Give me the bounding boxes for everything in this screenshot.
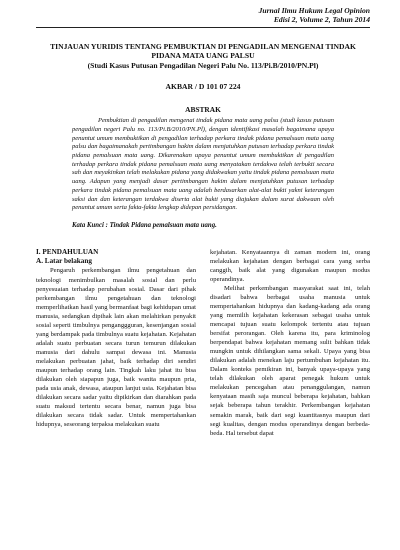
left-column [36,248,196,438]
journal-issue: Edisi 2, Volume 2, Tahun 2014 [273,15,370,24]
journal-header [36,0,370,28]
paper-subtitle: (Studi Kasus Putusan Pengadilan Negeri Palu No. 113/Pi.B/2010/PN.Pl) [87,60,319,70]
abstract-body: Pembuktian di pengadilan mengenai tindak pidana mata uang palsu (studi kasus putusan pengadilan negeri Palu no. 113/Pi.B/2010/PN.Pl), dengan identifikasi masalah bagaimana upaya penuntut umum membuktikan di pengadilan terhadap perkara tindak pidana pemalsuan mata uang palsu dan bagaimanakah pertimbangan hakim dalam menjatuhkan putusan terhadap perkara tindak pidana pemalsuan mata uang. Dikarenakan upaya penuntut umum membuktikan di pengadilan terhadap perkara tindak pidana pemalsuan mata uang menyatakan terdakwa telah terbukti secara sah dan meyakinkan telah melakukan pidana yang didakwakan yaitu tindak pidana pemalsuan mata uang. Adapun yang menjadi dasar pertimbangan hakim dalam menjatuhkan putusan terhadap perkara tindak pidana pemalsuan mata uang adalah berdasarkan alat-alat bukti yakni keterangan saksi dan dan keterangan terdakwa diserta alat bukti yang diajukan dalam surat dakwaan oleh penuntut umum serta fakta-fakta lengkap didepan persidangan. [72,117,334,212]
body-paragraph-left: Pengaruh perkembangan ilmu pengetahuan dan teknologi menimbulkan masalah sosial dan perlu penyesuaian terhadap perubahan sosial. Dasar dari pihak perkembangan ilmu pengetahuan dan teknologi memperlihatkan hasil yang bermanfaat bagi kehidupan umat manusia, sedangkan dipihak lain akan melahirkan penyakit sosial seperti timbulnya penganggguran, kesenjangan sosial yang berdampak pada timbulnya suatu kejahatan. Kejahatan adalah suatu perbuatan secara turun temurun dilakukan manusia dari dahulu sampai dewasa ini. Manusia melakukan perbuatan jahat, baik terhadap diri sendiri maupun terhadap orang lain. Tingkah laku jahat itu bisa dilakukan oleh siapapun juga, baik wanita maupun pria, pada usia anak, dewasa, ataupun lanjut usia. Kejahatan bisa dilakukan secara sadar yaitu dipikirkan dan diarahkan pada suatu maksud tertentu secara benar, namun juga bisa dilakukan secara tidak sadar. Untuk mempertahankan hidupnya, seseorang terpaksa melakukan suatu [36,267,196,429]
section-heading: I. PENDAHULUAN [36,247,99,256]
body-columns [36,248,370,438]
keywords-text: Tindak Pidana pemalsuan mata uang. [109,221,217,229]
body-paragraph-right-2: Melihat perkembangan masyarakat saat ini, telah disadari bahwa berbagai usaha manusia untuk mempertahankan hidupnya dan kadang-kadang ada orang yang memilih kejahatan kekerasan sebagai usaha untuk mencapai tujuan suatu kelompok tertentu atau tujuan bersifat perorangan. Oleh karena itu, para kriminolog berpendapat bahwa kejahatan memang sulit bahkan tidak mungkin untuk dihilangkan sama sekali. Upaya yang bisa dilakukan adalah menekan laju pertumbuhan kejahatan itu. Dalam konteks pemikiran ini, banyak upaya-upaya yang telah dilakukan oleh aparat penegak hukum untuk melakukan pencegahan atau penanggulangan, namun kenyataan masih saja muncul beberapa kejahatan, bahkan sejak beberapa tahun terakhir. Perkembangan kejahatan semakin marak, baik dari segi kuantitasnya maupun dari segi kualitas, dengan modus operandinya dengan berbeda-beda. Hal tersebut dapat [210,284,370,437]
paper-title: TINJAUAN YURIDIS TENTANG PEMBUKTIAN DI PENGADILAN MENGENAI TINDAK PIDANA MATA UANG PALSU [50,42,356,61]
right-column [210,248,370,438]
author-line: AKBAR / D 101 07 224 [165,82,241,92]
keywords [72,222,334,231]
body-paragraph-right-1: kejahatan. Kenyataannya di zaman modern ini, orang melakukan kejahatan dengan berbagai cara yang serba canggih, baik alat yang digunakan maupun modus operandinya. [210,248,370,283]
journal-title: Jurnal Ilmu Hukum Legal Opinion [258,6,370,15]
subsection-heading: A. Latar belakang [36,257,92,266]
abstract-heading: ABSTRAK [185,105,221,115]
keywords-label: Kata Kunci : [72,221,110,229]
